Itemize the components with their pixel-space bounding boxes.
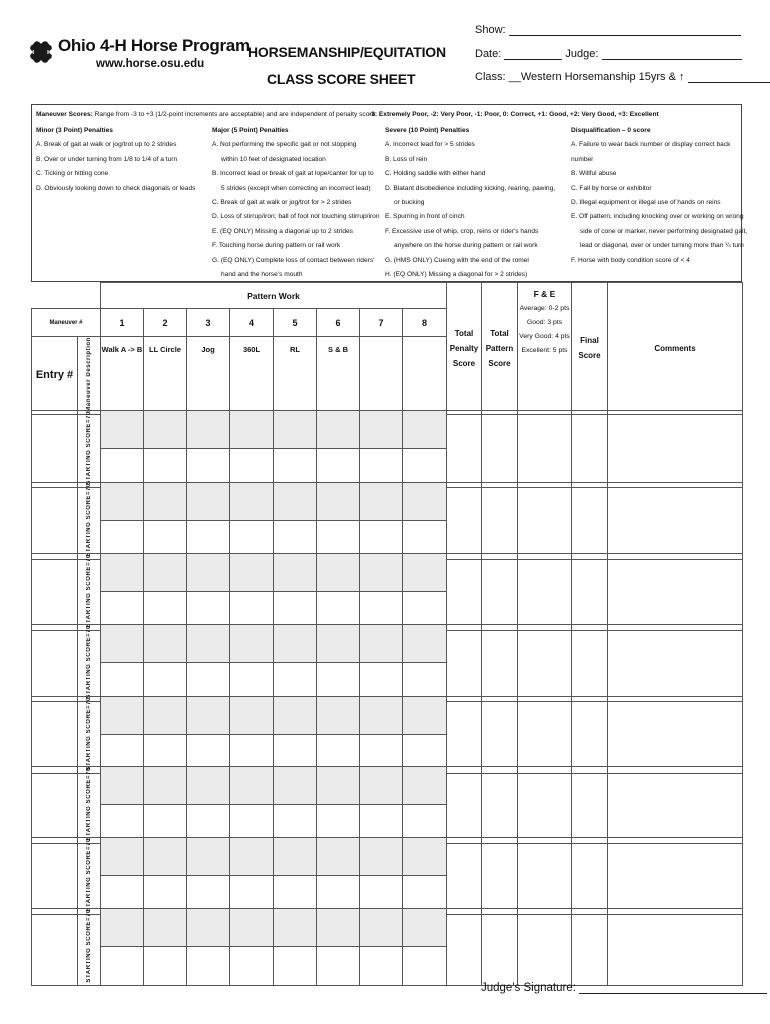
- fe-line: Very Good: 4 pts: [519, 333, 570, 340]
- maneuver-number-label: Maneuver #: [32, 309, 101, 337]
- entry-number-input[interactable]: [32, 625, 78, 702]
- total-pattern-input[interactable]: [482, 554, 518, 631]
- maneuver-score-input[interactable]: [144, 411, 187, 449]
- total-pattern-input[interactable]: [482, 838, 518, 915]
- major-item: B. Incorrect lead or break of gait at lope/canter for up to: [212, 170, 374, 178]
- maneuver-score-input[interactable]: [230, 767, 274, 805]
- major-item: E. (EQ ONLY) Missing a diagonal up to 2 strides: [212, 227, 353, 235]
- maneuver-penalty-input[interactable]: [230, 947, 274, 985]
- maneuver-score-input[interactable]: [317, 554, 360, 592]
- maneuver-score-input[interactable]: [274, 909, 317, 947]
- maneuver-score-input[interactable]: [317, 411, 360, 449]
- starting-score-label: STARTING SCORE=70: [85, 625, 92, 699]
- maneuver-score-input[interactable]: [144, 554, 187, 592]
- judge-signature-label: Judge's Signature:: [481, 982, 576, 994]
- total-penalty-input[interactable]: [447, 625, 482, 702]
- maneuver-number: 6: [317, 309, 360, 337]
- maneuver-score-input[interactable]: [317, 767, 360, 805]
- maneuver-score-input[interactable]: [274, 625, 317, 663]
- svg-text:H: H: [38, 62, 43, 68]
- entry-number-input[interactable]: [32, 697, 78, 774]
- maneuver-score-input[interactable]: [187, 909, 230, 947]
- maneuver-score-input[interactable]: [230, 625, 274, 663]
- maneuver-score-input[interactable]: [274, 411, 317, 449]
- sheet-title-line2: CLASS SCORE SHEET: [267, 71, 416, 87]
- maneuver-score-input[interactable]: [317, 697, 360, 735]
- major-item: G. (EQ ONLY) Complete loss of contact between riders': [212, 256, 375, 264]
- maneuver-penalty-input[interactable]: [187, 947, 230, 985]
- maneuver-score-input[interactable]: [403, 411, 447, 449]
- entry-number-input[interactable]: [32, 411, 78, 488]
- date-judge-field[interactable]: [475, 48, 742, 60]
- severe-heading: Severe (10 Point) Penalties: [385, 127, 470, 134]
- starting-score-label: STARTING SCORE=70: [85, 838, 92, 912]
- entry-block: [31, 624, 743, 702]
- maneuver-scores-text: Range from -3 to +3 (1/2-point increments are acceptable) and are independent of penalty score.: [94, 111, 378, 118]
- final-score-input[interactable]: [572, 554, 608, 631]
- maneuver-score-input[interactable]: [403, 625, 447, 663]
- comments-input[interactable]: [608, 411, 743, 488]
- dq-item: side of cone or marker, never performing designated gait,: [580, 227, 748, 235]
- final-score-header: Final Score: [572, 283, 608, 415]
- total-penalty-input[interactable]: [447, 411, 482, 488]
- maneuver-score-input[interactable]: [403, 767, 447, 805]
- starting-score-label: STARTING SCORE=70: [85, 411, 92, 485]
- maneuver-score-input[interactable]: [274, 767, 317, 805]
- dq-penalties: [571, 124, 747, 268]
- entry-block: [31, 766, 743, 844]
- maneuver-penalty-input[interactable]: [317, 947, 360, 985]
- maneuver-description: [360, 337, 403, 415]
- judge-input-line[interactable]: [602, 48, 742, 60]
- judge-label: Judge:: [565, 48, 599, 60]
- starting-score-cell: [78, 697, 101, 774]
- entry-number-input[interactable]: [32, 483, 78, 560]
- entry-number-input[interactable]: [32, 554, 78, 631]
- maneuver-description: S & B: [317, 337, 360, 415]
- pattern-work-label: Pattern Work: [101, 283, 447, 309]
- maneuver-score-input[interactable]: [360, 909, 403, 947]
- final-score-input[interactable]: [572, 411, 608, 488]
- dq-item: D. Illegal equipment or illegal use of hands on reins: [571, 199, 721, 207]
- fe-score-input[interactable]: [518, 767, 572, 844]
- final-score-input[interactable]: [572, 838, 608, 915]
- class-input-line[interactable]: [688, 71, 770, 83]
- maneuver-score-input[interactable]: [317, 838, 360, 876]
- fe-heading: F & E: [533, 289, 556, 299]
- final-score-input[interactable]: [572, 767, 608, 844]
- maneuver-score-input[interactable]: [274, 483, 317, 521]
- maneuver-score-input[interactable]: [360, 625, 403, 663]
- maneuver-score-input[interactable]: [360, 697, 403, 735]
- maneuver-penalty-input[interactable]: [360, 947, 403, 985]
- starting-score-label: STARTING SCORE=70: [85, 483, 92, 557]
- starting-score-label: STARTING SCORE=70: [85, 767, 92, 841]
- maneuver-score-input[interactable]: [403, 483, 447, 521]
- maneuver-score-input[interactable]: [187, 625, 230, 663]
- dq-item: number: [571, 155, 594, 163]
- maneuver-penalty-input[interactable]: [274, 947, 317, 985]
- maneuver-scores-label: Maneuver Scores:: [36, 111, 93, 118]
- maneuver-score-input[interactable]: [274, 554, 317, 592]
- maneuver-description: Walk A -> B: [101, 337, 144, 415]
- major-item: 5 strides (except when correcting an incorrect lead): [221, 184, 371, 192]
- maneuver-score-input[interactable]: [144, 625, 187, 663]
- dq-heading: Disqualification – 0 score: [571, 127, 651, 134]
- maneuver-score-input[interactable]: [360, 554, 403, 592]
- comments-input[interactable]: [608, 909, 743, 986]
- maneuver-score-input[interactable]: [230, 554, 274, 592]
- maneuver-number: 8: [403, 309, 447, 337]
- date-label: Date:: [475, 48, 502, 60]
- maneuver-score-input[interactable]: [317, 483, 360, 521]
- program-name: Ohio 4-H Horse Program: [58, 36, 250, 55]
- total-penalty-input[interactable]: [447, 697, 482, 774]
- starting-score-cell: [78, 767, 101, 844]
- maneuver-score-input[interactable]: [403, 838, 447, 876]
- svg-text:H: H: [38, 38, 43, 44]
- total-penalty-header: Total Penalty Score: [447, 283, 482, 415]
- maneuver-number: 7: [360, 309, 403, 337]
- maneuver-score-input[interactable]: [101, 411, 144, 449]
- dq-item: F. Horse with body condition score of < 4: [571, 256, 690, 264]
- entry-number-input[interactable]: [32, 767, 78, 844]
- starting-score-cell: [78, 909, 101, 986]
- severe-item: E. Spurring in front of cinch: [385, 213, 465, 221]
- fe-line: Average: 0-2 pts: [519, 305, 570, 312]
- maneuver-score-input[interactable]: [101, 697, 144, 735]
- four-leaf-clover-icon: [26, 34, 56, 76]
- total-penalty-input[interactable]: [447, 483, 482, 560]
- comments-input[interactable]: [608, 554, 743, 631]
- major-penalties: [212, 124, 380, 282]
- fe-score-input[interactable]: [518, 625, 572, 702]
- final-score-input[interactable]: [572, 483, 608, 560]
- starting-score-label: STARTING SCORE=70: [85, 909, 92, 983]
- fe-score-input[interactable]: [518, 909, 572, 986]
- minor-item: A. Break of gait at walk or jog/trot up to 2 strides: [36, 141, 177, 149]
- maneuver-score-input[interactable]: [317, 909, 360, 947]
- penalties-box: [31, 104, 748, 282]
- maneuver-description-label: Maneuver Description: [85, 337, 92, 412]
- starting-score-cell: [78, 483, 101, 560]
- maneuver-score-input[interactable]: [101, 625, 144, 663]
- severe-item: H. (EQ ONLY) Missing a diagonal for > 2 strides): [385, 271, 528, 279]
- judge-signature-line[interactable]: [579, 982, 767, 994]
- major-item: C. Break of gait at walk or jog/trot for > 2 strides: [212, 199, 352, 207]
- major-heading: Major (5 Point) Penalties: [212, 127, 289, 134]
- class-value: __Western Horsemanship 15yrs & ↑: [508, 71, 685, 83]
- maneuver-description: LL Circle: [144, 337, 187, 415]
- fe-score-input[interactable]: [518, 483, 572, 560]
- fe-line: Good: 3 pts: [526, 319, 563, 326]
- severe-item: or bucking: [394, 199, 425, 207]
- maneuver-score-input[interactable]: [360, 838, 403, 876]
- fe-header: [518, 283, 572, 415]
- total-pattern-input[interactable]: [482, 625, 518, 702]
- maneuver-score-input[interactable]: [144, 767, 187, 805]
- severe-item: G. (HMS ONLY) Cueing with the end of the romel: [385, 256, 529, 264]
- maneuver-score-input[interactable]: [230, 483, 274, 521]
- maneuver-score-input[interactable]: [144, 483, 187, 521]
- severe-item: D. Blatant disobedience including kicking, rearing, pawing,: [385, 184, 556, 192]
- starting-score-label: STARTING SCORE=70: [85, 554, 92, 628]
- total-penalty-input[interactable]: [447, 554, 482, 631]
- maneuver-score-input[interactable]: [403, 697, 447, 735]
- svg-text:H: H: [47, 50, 52, 56]
- entry-block: [31, 837, 743, 915]
- comments-input[interactable]: [608, 483, 743, 560]
- date-input-line[interactable]: [504, 48, 562, 60]
- dq-item: B. Willful abuse: [571, 170, 617, 178]
- program-url: www.horse.osu.edu: [96, 58, 205, 70]
- major-item: within 10 feet of designated location: [221, 155, 326, 163]
- maneuver-score-input[interactable]: [101, 838, 144, 876]
- maneuver-score-input[interactable]: [403, 554, 447, 592]
- major-item: hand and the horse's mouth: [221, 271, 303, 279]
- severe-item: C. Holding saddle with either hand: [385, 170, 486, 178]
- maneuver-score-input[interactable]: [230, 909, 274, 947]
- maneuver-score-input[interactable]: [101, 767, 144, 805]
- final-score-input[interactable]: [572, 697, 608, 774]
- entry-number-input[interactable]: [32, 838, 78, 915]
- maneuver-score-input[interactable]: [360, 483, 403, 521]
- final-score-input[interactable]: [572, 909, 608, 986]
- maneuver-description: Jog: [187, 337, 230, 415]
- comments-input[interactable]: [608, 697, 743, 774]
- maneuver-number: 1: [101, 309, 144, 337]
- class-field[interactable]: [475, 71, 770, 83]
- severe-item: anywhere on the horse during pattern or rail work: [394, 242, 538, 250]
- comments-header: Comments: [608, 283, 743, 415]
- total-penalty-input[interactable]: [447, 909, 482, 986]
- starting-score-cell: [78, 838, 101, 915]
- total-pattern-header: Total Pattern Score: [482, 283, 518, 415]
- maneuver-penalty-input[interactable]: [144, 947, 187, 985]
- minor-item: B. Over or under turning from 1/8 to 1/4 of a turn: [36, 155, 178, 163]
- fe-line: Excellent: 5 pts: [521, 347, 568, 354]
- sheet-title-line1: HORSEMANSHIP/EQUITATION: [248, 44, 446, 60]
- maneuver-score-input[interactable]: [144, 838, 187, 876]
- maneuver-score-input[interactable]: [360, 767, 403, 805]
- severe-item: B. Loss of rein: [385, 155, 428, 163]
- total-pattern-input[interactable]: [482, 483, 518, 560]
- maneuver-score-input[interactable]: [230, 697, 274, 735]
- severe-penalties: [385, 124, 555, 282]
- fe-score-input[interactable]: [518, 554, 572, 631]
- maneuver-number: 2: [144, 309, 187, 337]
- minor-item: C. Ticking or hitting cone: [36, 170, 109, 178]
- minor-item: D. Obviously looking down to check diagonals or leads: [36, 184, 196, 192]
- major-item: D. Loss of stirrup/iron; ball of foot not touching stirrup/iron: [212, 213, 380, 221]
- fe-score-input[interactable]: [518, 697, 572, 774]
- entry-number-label: Entry #: [32, 337, 78, 415]
- maneuver-description: [403, 337, 447, 415]
- severe-item: F. Excessive use of whip, crop, reins or rider's hands: [385, 227, 539, 235]
- entry-number-input[interactable]: [32, 909, 78, 986]
- maneuver-score-input[interactable]: [187, 697, 230, 735]
- maneuver-score-input[interactable]: [187, 554, 230, 592]
- maneuver-score-input[interactable]: [230, 838, 274, 876]
- maneuver-penalty-input[interactable]: [101, 947, 144, 985]
- score-table-header: [31, 282, 743, 415]
- maneuver-score-input[interactable]: [187, 838, 230, 876]
- maneuver-score-input[interactable]: [274, 838, 317, 876]
- show-label: Show:: [475, 24, 506, 36]
- starting-score-cell: [78, 625, 101, 702]
- maneuver-score-input[interactable]: [274, 697, 317, 735]
- maneuver-score-input[interactable]: [230, 411, 274, 449]
- maneuver-score-input[interactable]: [144, 697, 187, 735]
- maneuver-number: 5: [274, 309, 317, 337]
- entry-block: [31, 410, 743, 488]
- total-pattern-input[interactable]: [482, 909, 518, 986]
- comments-input[interactable]: [608, 767, 743, 844]
- major-item: F. Touching horse during pattern or rail work: [212, 242, 341, 250]
- maneuver-penalty-input[interactable]: [403, 947, 447, 985]
- maneuver-number: 3: [187, 309, 230, 337]
- dq-item: C. Fall by horse or exhibitor: [571, 184, 652, 192]
- total-pattern-input[interactable]: [482, 697, 518, 774]
- show-input-line[interactable]: [509, 24, 741, 36]
- total-pattern-input[interactable]: [482, 411, 518, 488]
- maneuver-score-input[interactable]: [360, 411, 403, 449]
- maneuver-score-input[interactable]: [144, 909, 187, 947]
- minor-heading: Minor (3 Point) Penalties: [36, 127, 113, 134]
- judge-signature-field[interactable]: [481, 982, 767, 994]
- starting-score-cell: [78, 411, 101, 488]
- entry-block: [31, 482, 743, 560]
- maneuver-number: 4: [230, 309, 274, 337]
- entry-block: [31, 696, 743, 774]
- maneuver-score-input[interactable]: [101, 554, 144, 592]
- total-pattern-input[interactable]: [482, 767, 518, 844]
- fe-score-input[interactable]: [518, 411, 572, 488]
- maneuver-scores-scale: -3: Extremely Poor, -2: Very Poor, -1: Poor, 0: Correct, +1: Good, +2: Very Good, +3: Excellent: [369, 111, 659, 118]
- maneuver-score-input[interactable]: [101, 483, 144, 521]
- dq-item: A. Failure to wear back number or display correct back: [571, 141, 731, 149]
- comments-input[interactable]: [608, 838, 743, 915]
- maneuver-score-input[interactable]: [101, 909, 144, 947]
- dq-item: E. Off pattern, including knocking over or working on wrong: [571, 213, 744, 221]
- maneuver-description: 360L: [230, 337, 274, 415]
- svg-text:H: H: [30, 50, 35, 56]
- comments-input[interactable]: [608, 625, 743, 702]
- total-penalty-input[interactable]: [447, 838, 482, 915]
- starting-score-label: STARTING SCORE=70: [85, 697, 92, 771]
- severe-item: A. Incorrect lead for > 5 strides: [385, 141, 475, 149]
- fe-score-input[interactable]: [518, 838, 572, 915]
- maneuver-score-input[interactable]: [317, 625, 360, 663]
- minor-penalties: [36, 124, 195, 196]
- maneuver-score-input[interactable]: [187, 411, 230, 449]
- class-label: Class:: [475, 71, 506, 83]
- maneuver-scores-line: [36, 108, 377, 122]
- maneuver-score-input[interactable]: [403, 909, 447, 947]
- maneuver-description: RL: [274, 337, 317, 415]
- entry-block: [31, 553, 743, 631]
- show-field[interactable]: [475, 24, 741, 36]
- dq-item: lead or diagonal, over or under turning more than ¼ turn: [580, 242, 744, 250]
- maneuver-description-label-cell: [78, 337, 101, 415]
- starting-score-cell: [78, 554, 101, 631]
- major-item: A. Not performing the specific gait or not stopping: [212, 141, 357, 149]
- entry-block: [31, 908, 743, 986]
- total-penalty-input[interactable]: [447, 767, 482, 844]
- final-score-input[interactable]: [572, 625, 608, 702]
- maneuver-score-input[interactable]: [187, 767, 230, 805]
- maneuver-score-input[interactable]: [187, 483, 230, 521]
